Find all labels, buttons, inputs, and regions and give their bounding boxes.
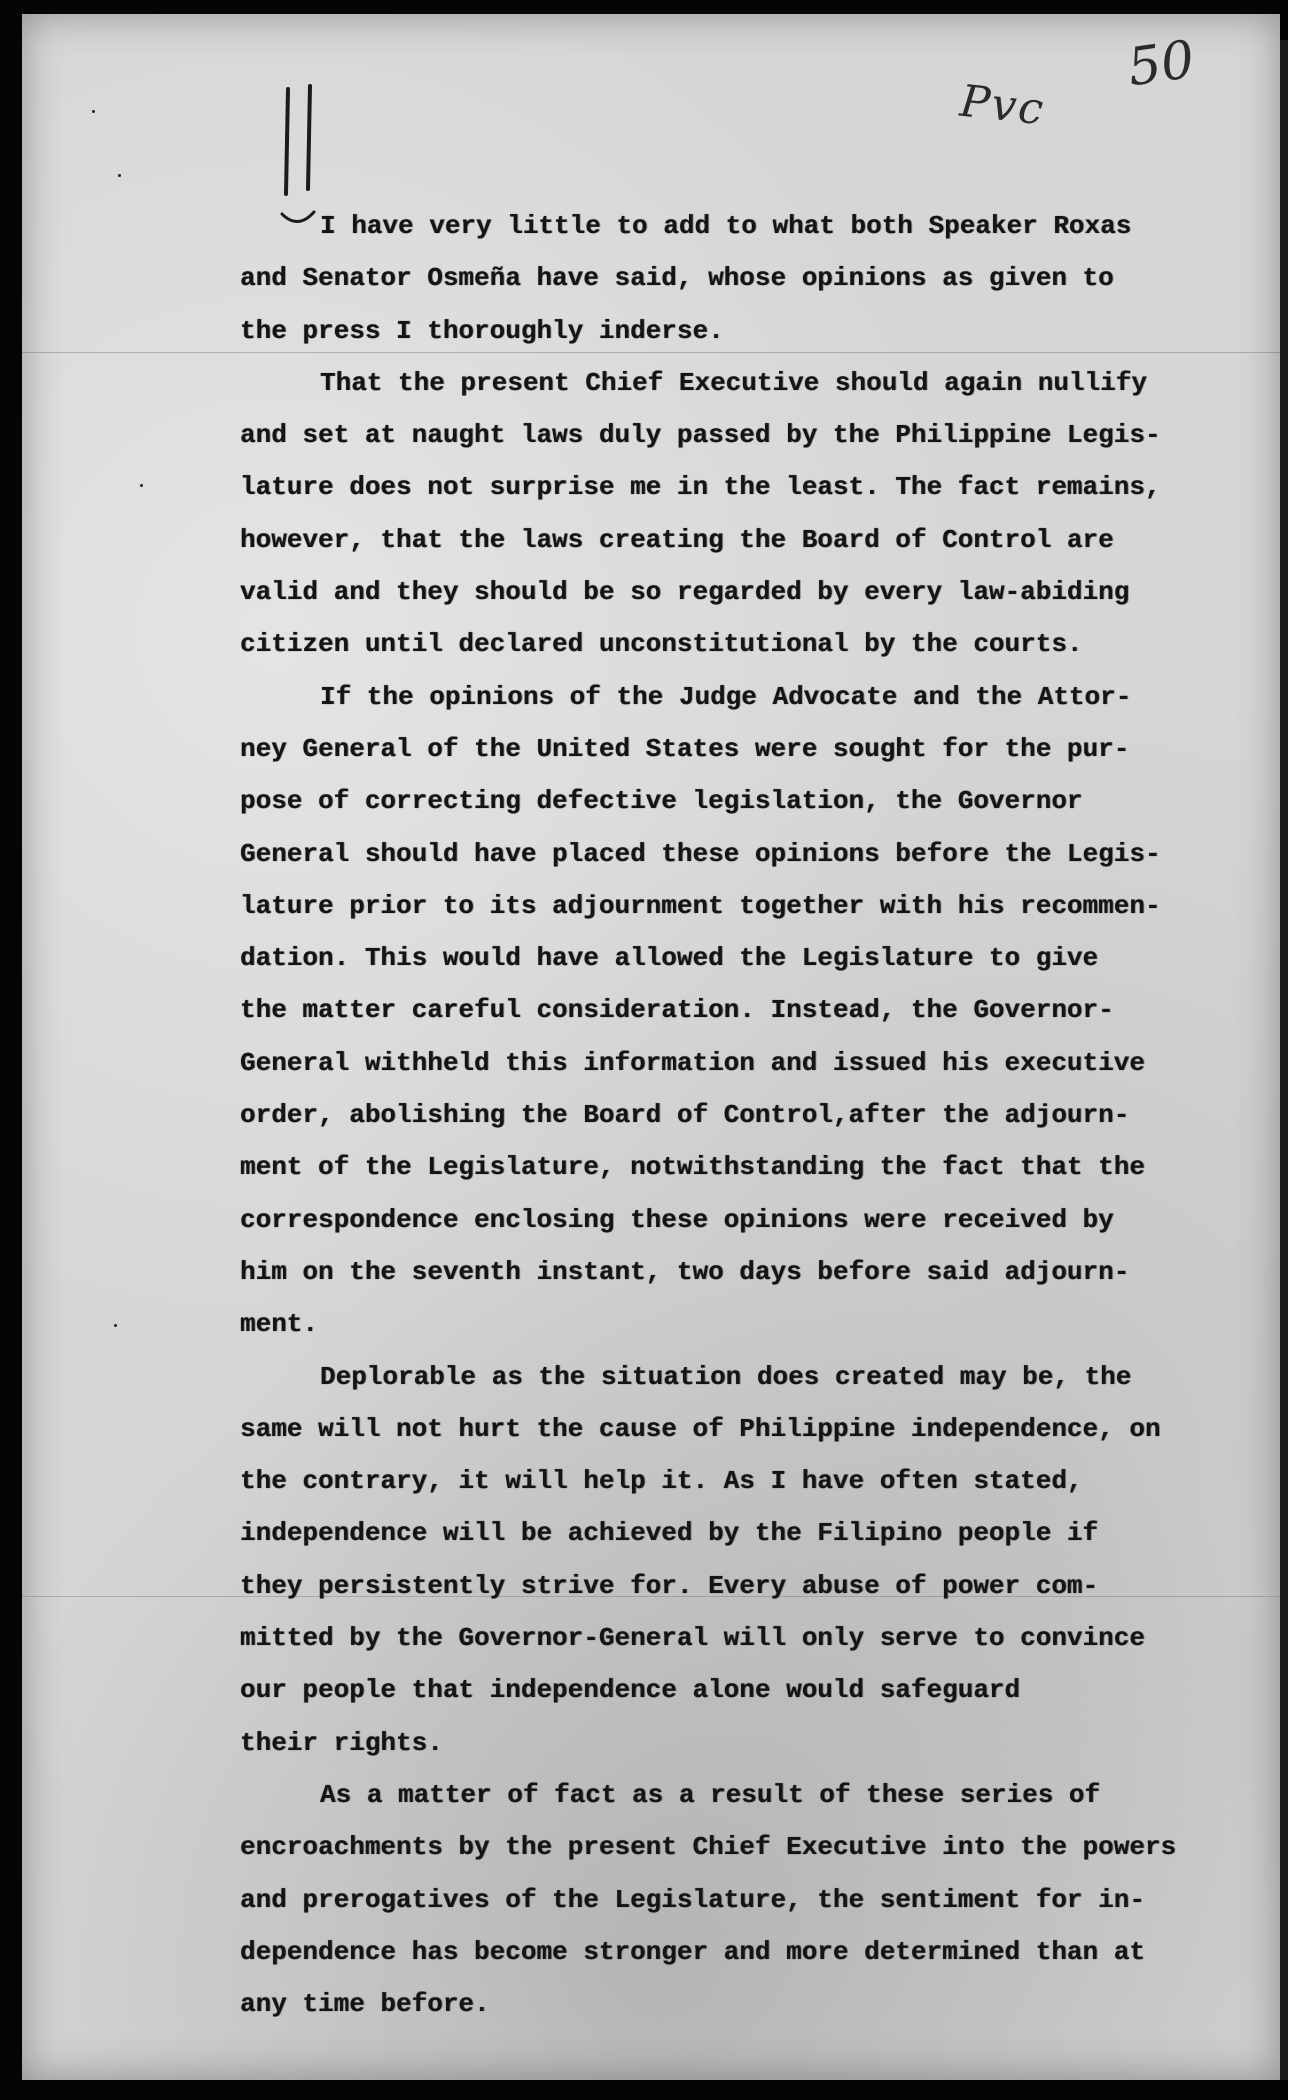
text-line: our people that independence alone would safeguard — [240, 1675, 1021, 1706]
text-line: ment of the Legislature, notwithstanding the fact that the — [240, 1152, 1145, 1183]
text-line: order, abolishing the Board of Control,after the adjourn- — [240, 1100, 1130, 1131]
handwritten-initials: Pvc — [957, 75, 1048, 136]
paragraph-3 — [240, 671, 1200, 1351]
text-line: lature does not surprise me in the least. The fact remains, — [240, 472, 1161, 503]
scan-edge — [1288, 0, 1310, 2100]
text-line: same will not hurt the cause of Philippine independence, on — [240, 1413, 1161, 1444]
text-line: and set at naught laws duly passed by the Philippine Legis- — [240, 420, 1161, 451]
text-line: citizen until declared unconstitutional by the courts. — [240, 629, 1083, 660]
handwritten-page-number: 50 — [1124, 29, 1199, 99]
paragraph-5 — [240, 1769, 1200, 2030]
text-line: dependence has become stronger and more determined than at — [240, 1936, 1145, 1967]
text-line: ment. — [240, 1309, 319, 1340]
text-line: That the present Chief Executive should again nullify — [320, 367, 1147, 398]
text-line: any time before. — [240, 1989, 490, 2020]
text-line: valid and they should be so regarded by every law-abiding — [240, 577, 1130, 608]
text-line: General should have placed these opinions before the Legis- — [240, 838, 1161, 869]
text-line: lature prior to its adjournment together with his recommen- — [240, 890, 1161, 921]
text-line: ney General of the United States were sought for the pur- — [240, 733, 1130, 764]
text-line: If the opinions of the Judge Advocate and the Attor- — [320, 681, 1132, 712]
paragraph-1 — [240, 200, 1200, 357]
scan-edge-shadow — [1280, 40, 1288, 2080]
text-line: they persistently strive for. Every abuse of power com- — [240, 1570, 1099, 1601]
text-line: and prerogatives of the Legislature, the sentiment for in- — [240, 1884, 1145, 1915]
text-line: and Senator Osmeña have said, whose opinions as given to — [240, 263, 1114, 294]
text-line: I have very little to add to what both Speaker Roxas — [320, 211, 1132, 241]
text-line: independence will be achieved by the Filipino people if — [240, 1518, 1099, 1549]
text-line: As a matter of fact as a result of these series of — [320, 1779, 1101, 1810]
text-line: their rights. — [240, 1727, 443, 1758]
text-line: dation. This would have allowed the Legislature to give — [240, 943, 1099, 974]
text-line: encroachments by the present Chief Executive into the powers — [240, 1832, 1177, 1863]
paragraph-2 — [240, 357, 1200, 671]
text-line: Deplorable as the situation does created may be, the — [320, 1361, 1132, 1392]
text-line: him on the seventh instant, two days before said adjourn- — [240, 1256, 1130, 1287]
speck — [118, 174, 121, 177]
text-line: correspondence enclosing these opinions were received by — [240, 1204, 1114, 1235]
text-line: the contrary, it will help it. As I have often stated, — [240, 1466, 1083, 1497]
text-line: the press I thoroughly inderse. — [240, 315, 724, 346]
text-line: the matter careful consideration. Instead, the Governor- — [240, 995, 1114, 1026]
text-line: pose of correcting defective legislation, the Governor — [240, 786, 1083, 817]
speck — [92, 110, 95, 113]
speck — [114, 1324, 117, 1327]
text-line: General withheld this information and issued his executive — [240, 1047, 1145, 1078]
letter-body — [240, 200, 1200, 2030]
text-line: however, that the laws creating the Board of Control are — [240, 524, 1114, 555]
speck — [140, 484, 143, 487]
text-line: mitted by the Governor-General will only serve to convince — [240, 1623, 1145, 1654]
paragraph-4 — [240, 1351, 1200, 1769]
